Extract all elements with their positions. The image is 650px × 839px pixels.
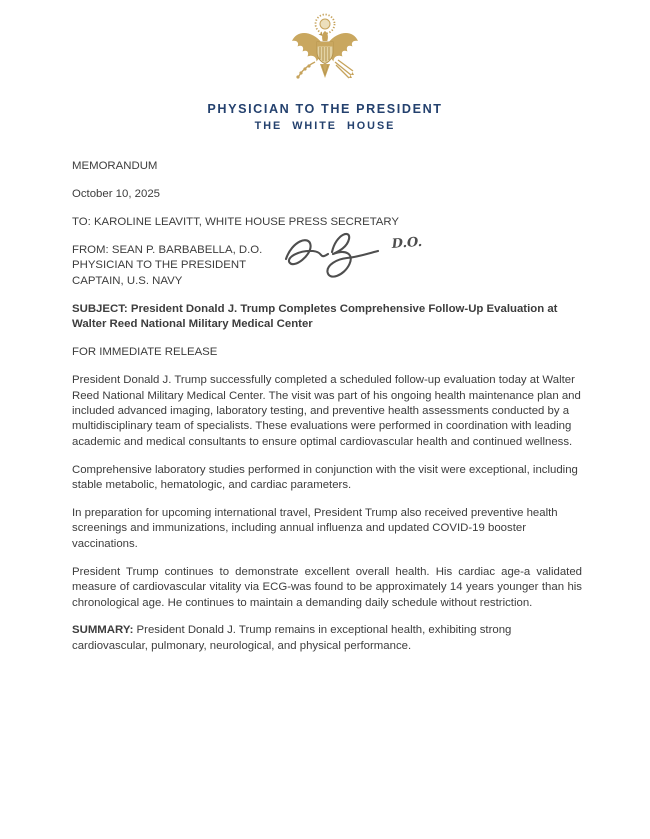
to-line: TO: KAROLINE LEAVITT, WHITE HOUSE PRESS SECRETARY [72, 215, 400, 228]
body-paragraph-2: Comprehensive laboratory studies performed in conjunction with the visit were exceptional, including stable metabolic, hematologic, and cardiac parameters. [72, 463, 578, 492]
doc-type-label: MEMORANDUM [72, 160, 158, 172]
signature-annotation: D.O. [391, 234, 423, 252]
summary-text: President Donald J. Trump remains in exceptional health, exhibiting strong cardiovascular, pulmonary, neurological, and physical performance. [72, 624, 512, 652]
from-block [72, 234, 582, 289]
release-line: FOR IMMEDIATE RELEASE [72, 346, 218, 359]
summary-paragraph [72, 623, 582, 654]
summary-label: SUMMARY: [72, 624, 134, 637]
letterhead-title: PHYSICIAN TO THE PRESIDENT [207, 102, 443, 116]
body-paragraph-1: President Donald J. Trump successfully completed a scheduled follow-up evaluation today at Walter Reed National Military Medical Center. The visit was part of his ongoing health maintenance plan and included advanced imaging, laboratory testing, and preventive health assessments conducted by a multidisciplinary team of specialists. These evaluations were performed in coordination with leading academic and medical consultants to ensure optimal cardiovascular health and continued wellness. [72, 374, 581, 448]
letterhead-subtitle: THE WHITE HOUSE [254, 120, 396, 132]
subject-line: SUBJECT: President Donald J. Trump Completes Comprehensive Follow-Up Evaluation at Walter Reed National Military Medical Center [72, 302, 558, 331]
from-title-line: PHYSICIAN TO THE PRESIDENT [72, 259, 247, 272]
presidential-seal-icon [289, 12, 361, 97]
memo-body [72, 159, 582, 654]
body-paragraph-4: President Trump continues to demonstrate excellent overall health. His cardiac age-a validated measure of cardiovascular vitality via ECG-was found to be approximately 14 years younger than his chronological age. He continues to maintain a demanding daily schedule without restriction. [72, 565, 582, 609]
body-paragraph-3: In preparation for upcoming international travel, President Trump also received preventive health screenings and immunizations, including annual influenza and updated COVID-19 booster vaccinations. [72, 507, 558, 550]
date-line: October 10, 2025 [72, 187, 161, 200]
from-line: FROM: SEAN P. BARBABELLA, D.O. [72, 243, 263, 256]
from-rank-line: CAPTAIN, U.S. NAVY [72, 274, 183, 287]
